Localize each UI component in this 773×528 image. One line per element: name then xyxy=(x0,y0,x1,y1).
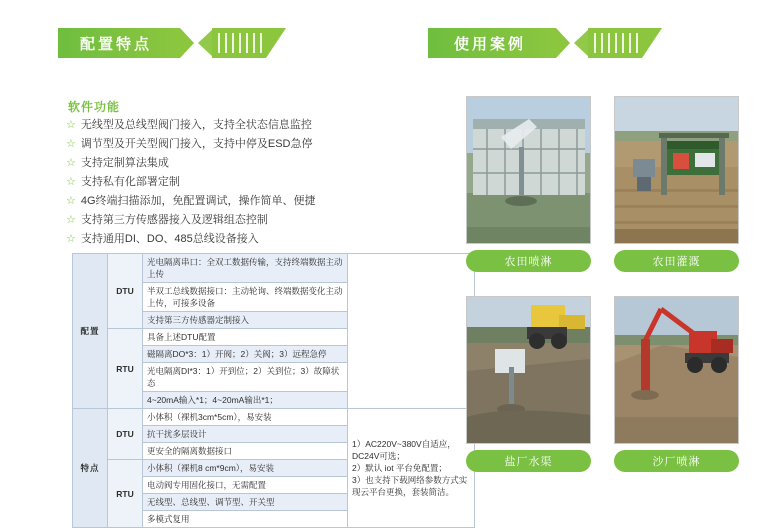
software-features-heading: 软件功能 xyxy=(68,100,121,114)
table-cell: 4~20mA输入*1；4~20mA输出*1； xyxy=(143,392,348,409)
list-item xyxy=(66,173,416,192)
table-cell: 小体积（裸机8 cm*9cm），易安装 xyxy=(143,460,348,477)
use-case-caption-1: 农田喷淋 xyxy=(466,250,591,272)
list-item xyxy=(66,192,416,211)
use-case-photo-sand-plant-sprinkler xyxy=(614,296,739,444)
list-item xyxy=(66,135,416,154)
photo-illustration xyxy=(615,297,738,443)
star-icon: ☆ xyxy=(66,214,76,226)
banner-tail-left xyxy=(198,28,286,58)
list-item-label: 支持私有化部署定制 xyxy=(80,176,180,188)
table-note-line: 3）也支持下载网络参数方式实现云平台更换，套装简洁。 xyxy=(352,475,468,497)
banner-tail-right xyxy=(574,28,662,58)
photo-illustration xyxy=(615,97,738,243)
table-row xyxy=(73,409,475,426)
use-case-caption-4: 沙厂喷淋 xyxy=(614,450,739,472)
table-cell: 无线型、总线型、调节型、开关型 xyxy=(143,494,348,511)
table-cell: 磁隔离DO*3：1）开阀；2）关阀；3）远程急停 xyxy=(143,346,348,363)
table-cell: 光电隔离串口：全双工数据传输，支持终端数据主动上传 xyxy=(143,254,348,283)
list-item-label: 支持通用DI、DO、485总线设备接入 xyxy=(80,233,259,245)
use-case-card-3 xyxy=(466,296,591,472)
banner-title-left: 配置特点 xyxy=(80,35,153,53)
photo-illustration xyxy=(467,97,590,243)
table-note-line: 2）默认 iot 平台免配置； xyxy=(352,463,447,473)
star-icon: ☆ xyxy=(66,119,76,131)
banner-bar xyxy=(428,28,556,58)
star-icon: ☆ xyxy=(66,138,76,150)
list-item-label: 调节型及开关型阀门接入，支持中停及ESD急停 xyxy=(80,138,313,150)
use-case-card-2 xyxy=(614,96,739,272)
table-group-configuration: 配置 xyxy=(73,254,108,409)
star-icon: ☆ xyxy=(66,157,76,169)
use-case-card-1 xyxy=(466,96,591,272)
table-cell: 多模式复用 xyxy=(143,511,348,528)
table-cell: 具备上述DTU配置 xyxy=(143,329,348,346)
star-icon: ☆ xyxy=(66,233,76,245)
use-case-card-4 xyxy=(614,296,739,472)
star-icon: ☆ xyxy=(66,195,76,207)
section-banner-configuration xyxy=(58,28,286,58)
table-type-dtu: DTU xyxy=(108,409,143,460)
banner-tail-stripes xyxy=(218,33,266,53)
table-cell: 更安全的隔离数据接口 xyxy=(143,443,348,460)
table-row xyxy=(73,254,475,283)
banner-tail-stripes xyxy=(594,33,642,53)
use-case-photo-greenhouse-sprinkler xyxy=(466,96,591,244)
use-case-photo-field-irrigation xyxy=(614,96,739,244)
table-type-rtu: RTU xyxy=(108,329,143,409)
photo-illustration xyxy=(467,297,590,443)
list-item-label: 支持定制算法集成 xyxy=(80,157,169,169)
table-cell: 光电隔离DI*3：1）开到位；2）关到位；3）故障状态 xyxy=(143,363,348,392)
star-icon: ☆ xyxy=(66,176,76,188)
banner-title-right: 使用案例 xyxy=(454,35,527,53)
section-banner-use-cases xyxy=(428,28,662,58)
table-cell-empty xyxy=(348,254,475,409)
list-item xyxy=(66,211,416,230)
specification-table xyxy=(72,253,475,528)
list-item-label: 支持第三方传感器接入及逻辑组态控制 xyxy=(80,214,268,226)
table-cell: 抗干扰多层设计 xyxy=(143,426,348,443)
table-type-dtu: DTU xyxy=(108,254,143,329)
list-item xyxy=(66,116,416,135)
banner-bar xyxy=(58,28,180,58)
table-cell: 支持第三方传感器定制接入 xyxy=(143,312,348,329)
table-cell: 小体积（裸机3cm*5cm），易安装 xyxy=(143,409,348,426)
banner-tail-wedge xyxy=(266,28,286,58)
table-type-rtu: RTU xyxy=(108,460,143,528)
software-feature-list xyxy=(66,116,416,249)
banner-tail-wedge xyxy=(642,28,662,58)
table-cell: 半双工总线数据接口：主动轮询、终端数据变化主动上传，可接多设备 xyxy=(143,283,348,312)
list-item-label: 无线型及总线型阀门接入，支持全状态信息监控 xyxy=(80,119,312,131)
use-case-caption-3: 盐厂水渠 xyxy=(466,450,591,472)
table-notes-cell xyxy=(348,409,475,528)
use-case-photo-salt-plant-channel xyxy=(466,296,591,444)
use-case-caption-2: 农田灌溉 xyxy=(614,250,739,272)
table-note-line: 1）AC220V~380V自适应，DC24V可选； xyxy=(352,439,456,461)
list-item xyxy=(66,230,416,249)
list-item xyxy=(66,154,416,173)
table-group-features: 特点 xyxy=(73,409,108,528)
table-cell: 电动阀专用固化接口，无需配置 xyxy=(143,477,348,494)
list-item-label: 4G终端扫描添加，免配置调试，操作简单、便捷 xyxy=(80,195,316,207)
